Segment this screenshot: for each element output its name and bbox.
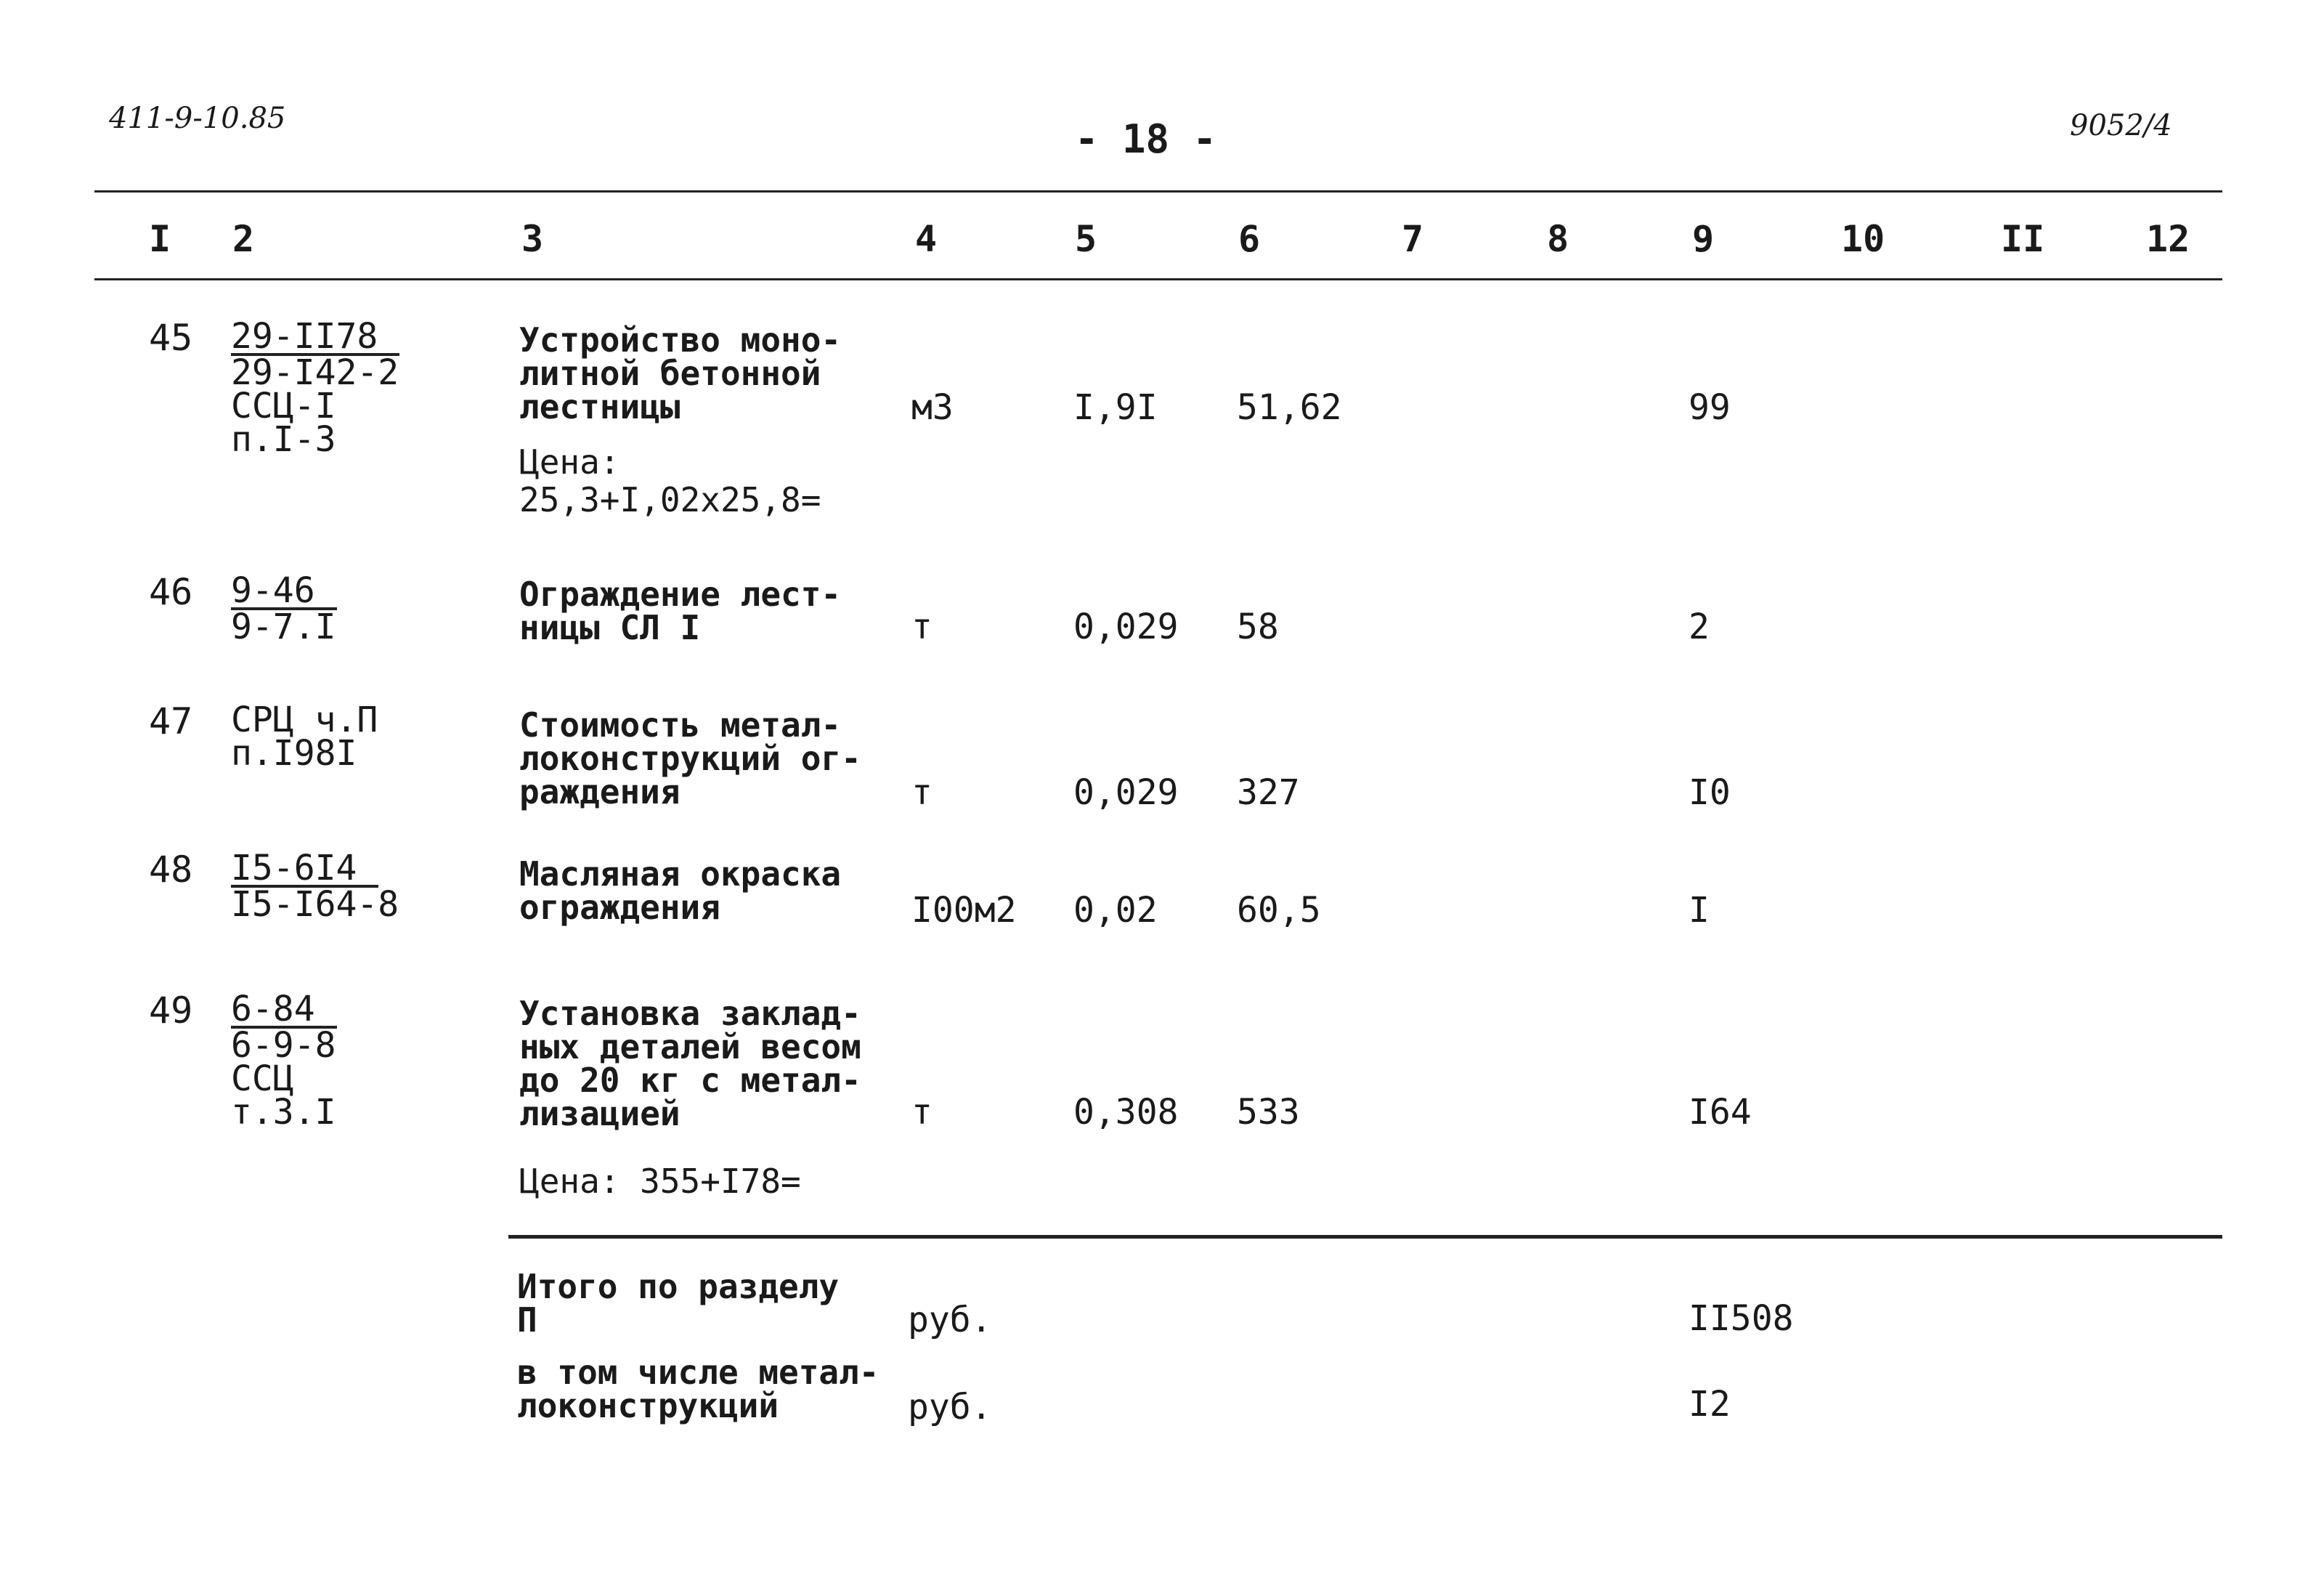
section-total-unit: руб. [908, 1300, 992, 1340]
work-description: Масляная окраска ограждения [519, 854, 842, 927]
column-header-1: I [149, 218, 171, 260]
work-description: Ограждение лест- ницы СЛ I [519, 575, 842, 647]
page-number: - 18 - [1075, 116, 1217, 162]
work-description: Установка заклад- ных деталей весом до 20 кг с метал- лизацией [519, 994, 861, 1133]
reference-secondary: I5-I64-8 [231, 884, 399, 925]
reference-secondary: 9-7.I [231, 607, 336, 647]
unit: м3 [911, 387, 954, 428]
metal-structures-value: I2 [1689, 1384, 1731, 1425]
reference-code [231, 316, 399, 460]
quantity: 0,308 [1073, 1092, 1179, 1133]
unit-price: 58 [1237, 607, 1279, 647]
reference-secondary: 6-9-8 ССЦ т.3.I [231, 1025, 336, 1133]
header-top-rule [94, 190, 2222, 193]
reference-code [231, 848, 399, 925]
price-note: Цена: 25,3+I,02x25,8= [519, 442, 821, 519]
reference-primary: 6-84 [231, 992, 337, 1029]
metal-structures-label: в том числе метал- локонструкций [517, 1353, 879, 1425]
quantity: 0,029 [1073, 772, 1179, 813]
row-number: 46 [149, 571, 193, 613]
document-code: 411-9-10.85 [109, 102, 286, 135]
work-description: Устройство моно- литной бетонной лестницы [519, 320, 842, 426]
section-total-label: Итого по разделу П [517, 1267, 840, 1340]
column-header-10: 10 [1841, 218, 1885, 260]
unit: т [911, 772, 933, 813]
column-header-12: 12 [2146, 218, 2190, 260]
column-header-4: 4 [915, 218, 938, 260]
total-cost: 99 [1689, 387, 1731, 428]
total-cost: I64 [1689, 1092, 1752, 1133]
column-header-5: 5 [1075, 218, 1097, 260]
column-header-9: 9 [1692, 218, 1715, 260]
reference-secondary: 29-I42-2 ССЦ-I п.I-3 [231, 352, 399, 460]
work-description: Стоимость метал- локонструкций ог- раждения [519, 705, 861, 811]
column-header-8: 8 [1547, 218, 1569, 260]
row-number: 45 [149, 317, 193, 359]
reference-code [231, 989, 337, 1133]
reference-primary: 9-46 [231, 574, 337, 610]
total-cost: 2 [1689, 607, 1710, 647]
column-header-3: 3 [521, 218, 544, 260]
unit: т [911, 1092, 933, 1133]
total-cost: I0 [1689, 772, 1731, 813]
metal-structures-unit: руб. [908, 1387, 992, 1427]
unit: т [911, 607, 933, 647]
unit-price: 51,62 [1237, 387, 1342, 428]
row-number: 47 [149, 700, 193, 742]
quantity: 0,02 [1073, 890, 1158, 931]
row-number: 48 [149, 848, 193, 891]
reference-code [231, 570, 337, 647]
unit-price: 533 [1237, 1092, 1300, 1133]
column-header-2: 2 [232, 218, 255, 260]
section-total-value: II508 [1689, 1298, 1794, 1339]
unit: I00м2 [911, 890, 1017, 931]
column-header-7: 7 [1402, 218, 1424, 260]
price-note: Цена: 355+I78= [519, 1162, 801, 1201]
document-number: 9052/4 [2070, 109, 2172, 142]
quantity: 0,029 [1073, 607, 1179, 647]
unit-price: 60,5 [1237, 890, 1321, 931]
total-cost: I [1689, 890, 1710, 931]
reference-primary: I5-6I4 [231, 851, 378, 888]
column-header-11: II [2001, 218, 2045, 260]
reference-primary: 29-II78 [231, 320, 399, 356]
totals-rule [508, 1235, 2222, 1239]
quantity: I,9I [1073, 387, 1158, 428]
column-header-6: 6 [1238, 218, 1261, 260]
row-number: 49 [149, 989, 193, 1032]
reference-code: СРЦ ч.П п.I98I [231, 700, 378, 774]
unit-price: 327 [1237, 772, 1300, 813]
header-bottom-rule [94, 278, 2222, 280]
